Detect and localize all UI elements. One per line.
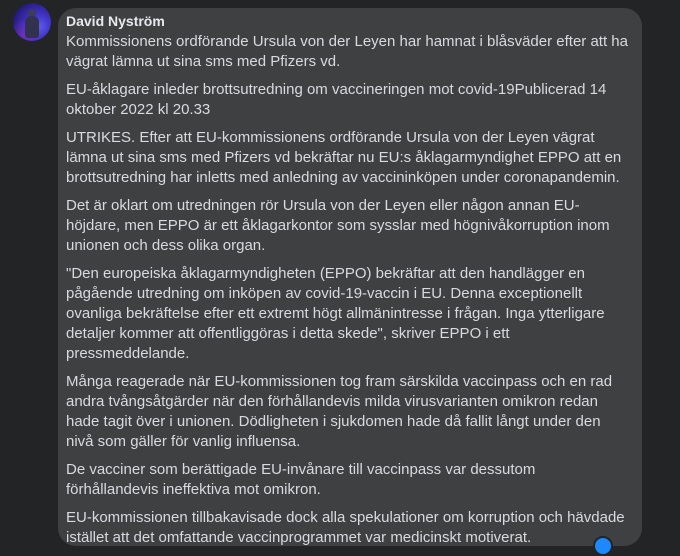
- post-paragraph: EU-åklagare inleder brottsutredning om vaccineringen mot covid-19Publicerad 14 oktober 2022 kl 20.33: [66, 81, 607, 118]
- post-paragraph: UTRIKES. Efter att EU-kommissionens ordförande Ursula von der Leyen vägrat lämna ut sina sms med Pfizers vd bekräftar nu EU:s åklagarmyndighet EPPO att en brottsutredning har inletts med anledning av vaccininköpen under coronapandemin.: [66, 129, 622, 186]
- post-paragraph: De vacciner som berättigade EU-invånare till vaccinpass var dessutom förhållandevis ineffektiva mot omikron.: [66, 461, 536, 498]
- like-reaction-badge[interactable]: [593, 536, 613, 556]
- post-paragraph: "Den europeiska åklagarmyndigheten (EPPO) bekräftar att den handlägger en pågående utredning om inköpen av covid-19-vaccin i EU. Denna exceptionellt ovanliga bekräftelse efter ett extremt högt allmänintresse i frågan. Inga ytterligare detaljer kommer att offentliggöras i detta skede", skriver EPPO i ett pressmeddelande.: [66, 265, 605, 362]
- author-name[interactable]: David Nyström: [66, 13, 165, 29]
- thumbs-up-icon: [595, 538, 611, 554]
- avatar[interactable]: [13, 3, 51, 41]
- avatar-figure-body: [25, 16, 39, 38]
- post-paragraph: Många reagerade när EU-kommissionen tog fram särskilda vaccinpass och en rad andra tvångsåtgärder när den förhållandevis milda virusvarianten omikron redan hade tagit över i unionen. Dödligheten i sjukdomen hade då fallit långt under den nivå som gäller för vanlig influensa.: [66, 373, 613, 450]
- post-paragraph: Det är oklart om utredningen rör Ursula von der Leyen eller någon annan EU-höjdare, men EPPO är ett åklagarkontor som sysslar med högnivåkorruption inom unionen och dess olika organ.: [66, 197, 610, 254]
- comment-bubble: [58, 8, 642, 546]
- post-paragraph: Kommissionens ordförande Ursula von der Leyen har hamnat i blåsväder efter att ha vägrat lämna ut sina sms med Pfizers vd.: [66, 33, 628, 70]
- post-paragraph: EU-kommissionen tillbakavisade dock alla spekulationer om korruption och hävdade istället att det omfattande vaccinprogrammet var medicinskt motiverat.: [66, 509, 625, 546]
